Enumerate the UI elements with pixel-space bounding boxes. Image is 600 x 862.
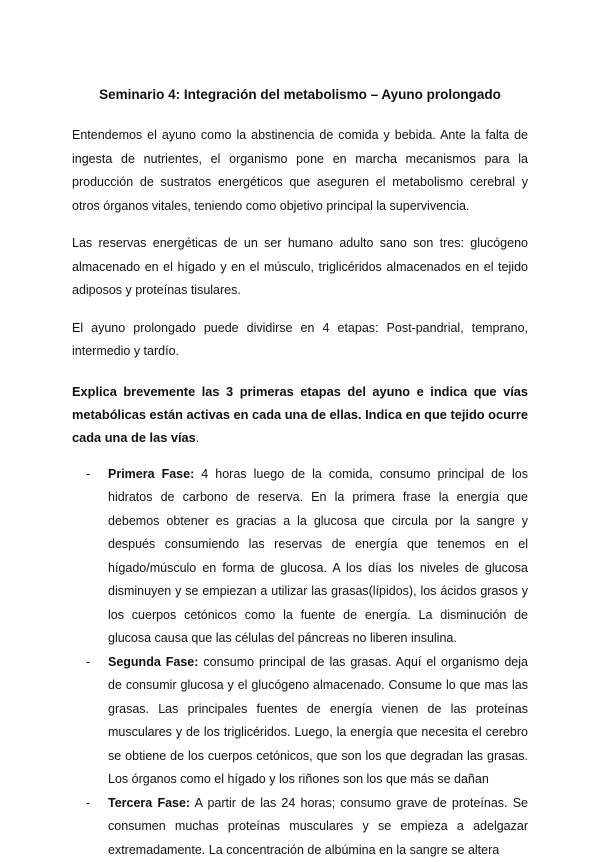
list-item-phase-3 [72, 792, 528, 862]
question-tail: . [196, 430, 200, 445]
phase-text: 4 horas luego de la comida, consumo principal de los hidratos de carbono de reserva. En la primera frase la energía que debemos obtener es gracias a la glucosa que circula por la sangre y después consumiendo las reservas de energía que tenemos en el hígado/músculo en forma de glucosa. A los días los niveles de glucosa disminuyen y se empiezan a utilizar las grasas(lípidos), los ácidos grasos y los cuerpos cetónicos como la fuente de energía. La disminución de glucosa causa que las células del páncreas no liberen insulina. [108, 467, 528, 646]
page-title [72, 0, 528, 104]
phase-label: Tercera Fase: [108, 796, 190, 810]
title-rest: : Integración del metabolismo – Ayuno prolongado [176, 87, 501, 102]
bullet-dash: - [86, 792, 90, 816]
phase-label: Segunda Fase: [108, 655, 198, 669]
bullet-dash: - [86, 651, 90, 675]
title-bold: Seminario 4 [99, 87, 176, 102]
phase-text: A partir de las 24 horas; consumo grave de proteínas. Se consumen muchas proteínas musculares y se empieza a adelgazar extremadamente. La concentración de albúmina en la sangre se altera [108, 796, 528, 857]
paragraph-intro: Entendemos el ayuno como la abstinencia de comida y bebida. Ante la falta de ingesta de nutrientes, el organismo pone en marcha mecanismos para la producción de sustratos energéticos que aseguren el metabolismo cerebral y otros órganos vitales, teniendo como objetivo principal la supervivencia. [72, 124, 528, 218]
phase-label: Primera Fase: [108, 467, 194, 481]
question-text: Explica brevemente las 3 primeras etapas del ayuno e indica que vías metabólicas están activas en cada una de ellas. Indica en que tejido ocurre cada una de las vías [72, 384, 528, 445]
paragraph-stages: El ayuno prolongado puede dividirse en 4 etapas: Post-pandrial, temprano, intermedio y tardío. [72, 317, 528, 364]
list-item-phase-2 [72, 651, 528, 792]
bullet-dash: - [86, 463, 90, 487]
paragraph-reserves: Las reservas energéticas de un ser humano adulto sano son tres: glucógeno almacenado en el hígado y en el músculo, triglicéridos almacenados en el tejido adiposos y proteínas tisulares. [72, 232, 528, 303]
list-item-phase-1 [72, 463, 528, 651]
phase-text: consumo principal de las grasas. Aquí el organismo deja de consumir glucosa y el glucógeno almacenado. Consume lo que mas las grasas. Las principales fuentes de energía vienen de las proteínas musculares y de los triglicéridos. Luego, la energía que necesita el cerebro se obtiene de los cuerpos cetónicos, que son los que degradan las grasas. Los órganos como el hígado y los riñones son los que más se dañan [108, 655, 528, 787]
phase-list [72, 463, 528, 862]
question-prompt [72, 380, 528, 449]
